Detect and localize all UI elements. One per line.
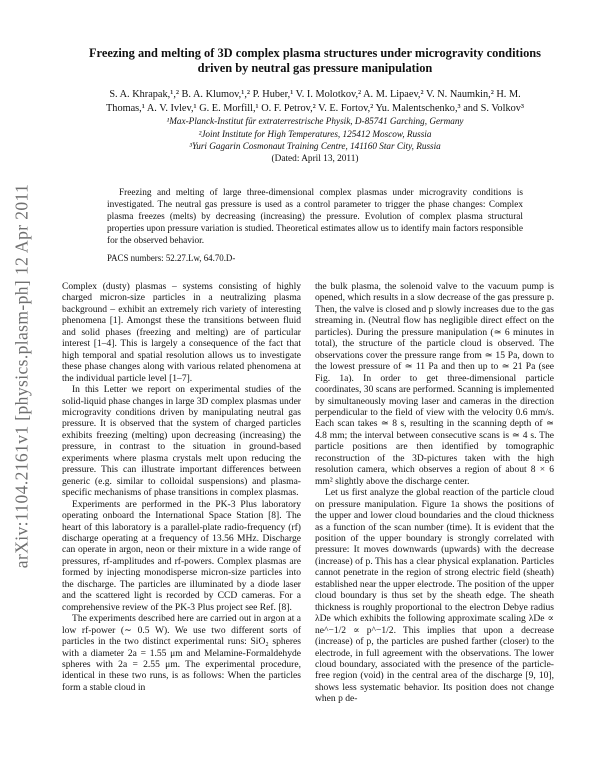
body-column-right: [315, 281, 554, 705]
arxiv-id-text: arXiv:1104.2161v1 [physics.plasm-ph] 12 Apr 2011: [11, 183, 32, 569]
pacs-numbers: PACS numbers: 52.27.Lw, 64.70.D-: [107, 253, 236, 263]
title-line-1: Freezing and melting of 3D complex plasma structures under microgravity conditions: [88, 46, 541, 60]
paper-title: [60, 46, 570, 76]
paragraph: The experiments described here are carried out in argon at a low rf-power (∼ 0.5 W). We use two different sorts of particles in the two distinct experimental runs: SiO₂ spheres with a diameter 2a = 1.55 μm and Melamine-Formaldehyde spheres with 2a = 2.55 μm. The experimental procedure, identical in these two runs, is as follows: When the particles form a stable cloud in: [62, 613, 301, 693]
affiliation-2: ²Joint Institute for High Temperatures, 125412 Moscow, Russia: [198, 128, 432, 139]
date-line: (Dated: April 13, 2011): [271, 153, 359, 164]
paragraph: In this Letter we report on experimental studies of the solid-liquid phase changes in large 3D complex plasmas under microgravity conditions driven by manipulating neutral gas pressure. It is observed that the system of charged particles exhibits freezing (melting) upon decreasing (increasing) the pressure, in contrast to the situation in ground-based experiments where plasma crystals melt upon reducing the pressure. This can illustrate important differences between generic (e.g. similar to colloidal suspensions) and plasma-specific mechanisms of phase transitions in complex plasmas.: [62, 384, 301, 499]
authors-line-1: S. A. Khrapak,¹,² B. A. Klumov,¹,² P. Huber,¹ V. I. Molotkov,² A. M. Lipaev,² V. N. Naumkin,² H. M.: [109, 89, 521, 100]
arxiv-margin-identifier: [2, 0, 42, 776]
author-list: [60, 88, 570, 115]
abstract: Freezing and melting of large three-dimensional complex plasmas under microgravity conditions is investigated. The neutral gas pressure is used as a control parameter to trigger the phase changes: Complex plasma freezes (melts) by decreasing (increasing) the pressure. Evolution of complex plasma structural properties upon pressure variation is studied. Theoretical estimates allow us to identify main factors responsible for the observed behavior.: [107, 188, 523, 246]
paragraph: the bulk plasma, the solenoid valve to the vacuum pump is opened, which results in a slow decrease of the gas pressure p. Then, the valve is closed and p slowly increases due to the gas streaming in. (Neutral flow has negligible direct effect on the particles). During the pressure manipulation (≃ 6 minutes in total), the structure of the particle cloud is observed. The observations cover the pressure range from ≃ 15 Pa, down to the lowest pressure of ≃ 11 Pa and then up to ≃ 21 Pa (see Fig. 1a). In order to get three-dimensional particle coordinates, 30 scans are performed. Scanning is implemented by simultaneously moving laser and cameras in the direction perpendicular to the field of view with the velocity 0.6 mm/s. Each scan takes ≃ 8 s, resulting in the scanning depth of ≃ 4.8 mm; the interval between consecutive scans is ≃ 4 s. The particle positions are then identified by tomographic reconstruction of the 3D-pictures taken with the high resolution camera, which observes a region of about 8 × 6 mm² slightly above the discharge center.: [315, 281, 554, 487]
body-column-left: [62, 281, 301, 693]
affiliation-3: ³Yuri Gagarin Cosmonaut Training Centre, 141160 Star City, Russia: [189, 141, 441, 152]
paper-header: [60, 46, 570, 166]
affiliation-1: ¹Max-Planck-Institut für extraterrestrische Physik, D-85741 Garching, Germany: [166, 116, 464, 127]
title-line-2: driven by neutral gas pressure manipulation: [197, 61, 433, 75]
paragraph: Experiments are performed in the PK-3 Plus laboratory operating onboard the International Space Station [8]. The heart of this laboratory is a parallel-plate radio-frequency (rf) discharge operating at a frequency of 13.56 MHz. Discharge can operate in argon, neon or their mixture in a wide range of pressures, rf-amplitudes and rf-powers. Complex plasmas are formed by injecting monodisperse micron-size particles into the discharge. The particles are illuminated by a diode laser and the scattered light is recorded by CCD cameras. For a comprehensive review of the PK-3 Plus project see Ref. [8].: [62, 498, 301, 613]
authors-line-2: Thomas,¹ A. V. Ivlev,¹ G. E. Morfill,¹ O. F. Petrov,² V. E. Fortov,² Yu. Malentschenko,³ and S. Volkov³: [106, 102, 524, 114]
paragraph: Complex (dusty) plasmas – systems consisting of highly charged micron-size particles in a neutralizing plasma background – exhibit an extremely rich variety of interesting phenomena [1]. Amongst these the transitions between fluid and solid phases (freezing and melting) are of particular interest [1–4]. This is largely a consequence of the fact that high temporal and spatial resolution allows us to investigate these phase changes along with various related phenomena at the individual particle level [1–7].: [62, 281, 301, 384]
paragraph: Let us first analyze the global reaction of the particle cloud on pressure manipulation. Figure 1a shows the positions of the upper and lower cloud boundaries and the cloud thickness as a function of the scan number (time). It is evident that the position of the upper boundary is strongly correlated with pressure: It moves downwards (upwards) with the decrease (increase) of p. This has a clear physical explanation. Particles cannot penetrate in the region of strong electric field (sheath) established near the upper electrode. The position of the upper cloud boundary is thus set by the sheath edge. The sheath thickness is roughly proportional to the electron Debye radius λDe which exhibits the following approximate scaling λDe ∝ ne^−1/2 ∝ p^−1/2. This implies that upon a decrease (increase) of p, the particles are pushed farther (closer) to the electrode, in full agreement with the observations. The lower cloud boundary, associated with the presence of the particle-free region (void) in the central area of the discharge [9, 10], shows less systematic behavior. Its position does not change when p de-: [315, 487, 554, 705]
